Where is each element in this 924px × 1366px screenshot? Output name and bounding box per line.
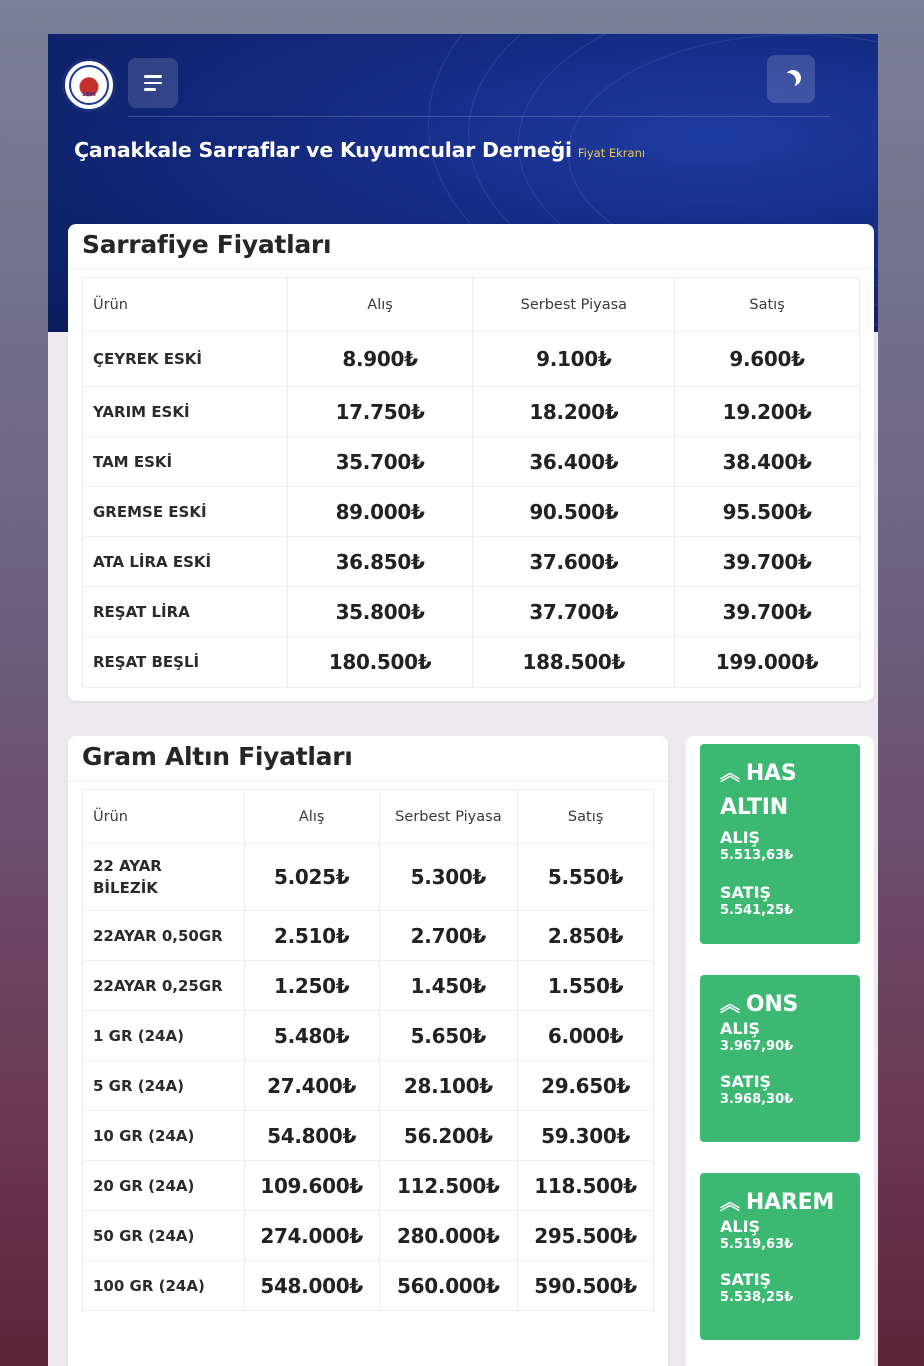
col-header-buy: Alış — [244, 790, 379, 844]
table-row — [83, 437, 860, 487]
table-row — [83, 587, 860, 637]
buy-price: 8.900₺ — [287, 332, 473, 387]
sarrafiye-card — [68, 224, 874, 701]
page-subtitle: Fiyat Ekranı — [577, 146, 646, 160]
product-name: 100 GR (24A) — [83, 1261, 245, 1311]
brand-name: Çanakkale Sarraflar ve Kuyumcular Derneği — [74, 138, 572, 162]
buy-price: 1.250₺ — [244, 961, 379, 1011]
sell-price: 95.500₺ — [675, 487, 860, 537]
col-header-sell: Satış — [518, 790, 654, 844]
sell-price: 295.500₺ — [518, 1211, 654, 1261]
sell-price: 1.550₺ — [518, 961, 654, 1011]
product-name: TAM ESKİ — [83, 437, 288, 487]
ticker-sell-value: 3.968,30₺ — [720, 1092, 794, 1107]
table-row — [83, 487, 860, 537]
logo-year: 1996 — [82, 92, 96, 98]
product-name: 50 GR (24A) — [83, 1211, 245, 1261]
ticker-buy-label: ALIŞ — [720, 1019, 761, 1038]
buy-price: 89.000₺ — [287, 487, 473, 537]
sell-price: 590.500₺ — [518, 1261, 654, 1311]
association-logo[interactable] — [62, 58, 116, 112]
product-name: YARIM ESKİ — [83, 387, 288, 437]
free-market-price: 2.700₺ — [379, 911, 518, 961]
free-market-price: 90.500₺ — [473, 487, 675, 537]
table-row — [83, 637, 860, 688]
table-row — [83, 844, 654, 911]
table-row — [83, 387, 860, 437]
product-name: REŞAT BEŞLİ — [83, 637, 288, 688]
ticker-sell-value: 5.538,25₺ — [720, 1290, 794, 1305]
col-header-free-market: Serbest Piyasa — [473, 278, 675, 332]
ticker-buy-label: ALIŞ — [720, 828, 761, 847]
col-header-sell: Satış — [675, 278, 860, 332]
free-market-price: 280.000₺ — [379, 1211, 518, 1261]
chevrons-up-icon: ︽ — [720, 1190, 740, 1214]
free-market-price: 37.700₺ — [473, 587, 675, 637]
ticker-title: HAS ALTIN — [720, 761, 797, 820]
ticker-buy-value: 3.967,90₺ — [720, 1039, 794, 1054]
table-row — [83, 537, 860, 587]
free-market-price: 56.200₺ — [379, 1111, 518, 1161]
free-market-price: 18.200₺ — [473, 387, 675, 437]
product-name: 1 GR (24A) — [83, 1011, 245, 1061]
gram-altin-title: Gram Altın Fiyatları — [82, 742, 353, 771]
sell-price: 59.300₺ — [518, 1111, 654, 1161]
buy-price: 109.600₺ — [244, 1161, 379, 1211]
free-market-price: 188.500₺ — [473, 637, 675, 688]
product-name: GREMSE ESKİ — [83, 487, 288, 537]
sell-price: 2.850₺ — [518, 911, 654, 961]
theme-toggle-button[interactable] — [767, 55, 815, 103]
ticker-buy-label: ALIŞ — [720, 1217, 761, 1236]
sell-price: 5.550₺ — [518, 844, 654, 911]
table-row — [83, 1211, 654, 1261]
col-header-buy: Alış — [287, 278, 473, 332]
ticker-title: HAREM — [745, 1190, 835, 1215]
header-divider — [128, 116, 830, 117]
ticker-ons[interactable] — [700, 975, 860, 1142]
free-market-price: 9.100₺ — [473, 332, 675, 387]
sell-price: 6.000₺ — [518, 1011, 654, 1061]
free-market-price: 28.100₺ — [379, 1061, 518, 1111]
product-name: 10 GR (24A) — [83, 1111, 245, 1161]
col-header-product: Ürün — [83, 790, 245, 844]
table-row — [83, 911, 654, 961]
table-row — [83, 332, 860, 387]
ticker-title: ONS — [745, 992, 799, 1017]
menu-icon — [144, 75, 162, 78]
chevrons-up-icon: ︽ — [720, 992, 740, 1016]
table-row — [83, 1111, 654, 1161]
sell-price: 118.500₺ — [518, 1161, 654, 1211]
buy-price: 548.000₺ — [244, 1261, 379, 1311]
gram-altin-card — [68, 736, 668, 1366]
ticker-sell-label: SATIŞ — [720, 1072, 772, 1091]
sarrafiye-table — [82, 277, 860, 688]
buy-price: 5.025₺ — [244, 844, 379, 911]
chevrons-up-icon: ︽ — [720, 761, 740, 785]
table-row — [83, 1061, 654, 1111]
table-row — [83, 961, 654, 1011]
gram-altin-table — [82, 789, 654, 1311]
sell-price: 9.600₺ — [675, 332, 860, 387]
market-tickers-card — [686, 736, 874, 1366]
ticker-sell-label: SATIŞ — [720, 1270, 772, 1289]
product-name: 22 AYAR BİLEZİK — [83, 844, 245, 911]
ticker-has-altin[interactable] — [700, 744, 860, 944]
free-market-price: 112.500₺ — [379, 1161, 518, 1211]
ticker-sell-label: SATIŞ — [720, 883, 772, 902]
buy-price: 35.800₺ — [287, 587, 473, 637]
free-market-price: 1.450₺ — [379, 961, 518, 1011]
sell-price: 39.700₺ — [675, 587, 860, 637]
free-market-price: 5.650₺ — [379, 1011, 518, 1061]
sell-price: 19.200₺ — [675, 387, 860, 437]
buy-price: 5.480₺ — [244, 1011, 379, 1061]
ticker-sell-value: 5.541,25₺ — [720, 903, 794, 918]
free-market-price: 37.600₺ — [473, 537, 675, 587]
free-market-price: 5.300₺ — [379, 844, 518, 911]
ticker-harem[interactable] — [700, 1173, 860, 1340]
buy-price: 17.750₺ — [287, 387, 473, 437]
table-row — [83, 1261, 654, 1311]
ticker-buy-value: 5.519,63₺ — [720, 1237, 794, 1252]
free-market-price: 36.400₺ — [473, 437, 675, 487]
app-frame — [48, 34, 878, 1366]
product-name: REŞAT LİRA — [83, 587, 288, 637]
product-name: 5 GR (24A) — [83, 1061, 245, 1111]
logo-emblem — [69, 65, 109, 105]
buy-price: 2.510₺ — [244, 911, 379, 961]
sell-price: 39.700₺ — [675, 537, 860, 587]
table-header-row — [83, 790, 654, 844]
buy-price: 274.000₺ — [244, 1211, 379, 1261]
buy-price: 180.500₺ — [287, 637, 473, 688]
table-row — [83, 1011, 654, 1061]
moon-icon — [780, 73, 796, 89]
buy-price: 36.850₺ — [287, 537, 473, 587]
sell-price: 199.000₺ — [675, 637, 860, 688]
table-row — [83, 1161, 654, 1211]
col-header-free-market: Serbest Piyasa — [379, 790, 518, 844]
table-header-row — [83, 278, 860, 332]
free-market-price: 560.000₺ — [379, 1261, 518, 1311]
site-title — [74, 138, 645, 162]
buy-price: 35.700₺ — [287, 437, 473, 487]
col-header-product: Ürün — [83, 278, 288, 332]
product-name: 22AYAR 0,25GR — [83, 961, 245, 1011]
ticker-buy-value: 5.513,63₺ — [720, 848, 794, 863]
buy-price: 54.800₺ — [244, 1111, 379, 1161]
sarrafiye-title: Sarrafiye Fiyatları — [82, 230, 332, 259]
product-name: 20 GR (24A) — [83, 1161, 245, 1211]
sell-price: 38.400₺ — [675, 437, 860, 487]
sell-price: 29.650₺ — [518, 1061, 654, 1111]
product-name: ÇEYREK ESKİ — [83, 332, 288, 387]
product-name: 22AYAR 0,50GR — [83, 911, 245, 961]
menu-button[interactable] — [128, 58, 178, 108]
buy-price: 27.400₺ — [244, 1061, 379, 1111]
product-name: ATA LİRA ESKİ — [83, 537, 288, 587]
